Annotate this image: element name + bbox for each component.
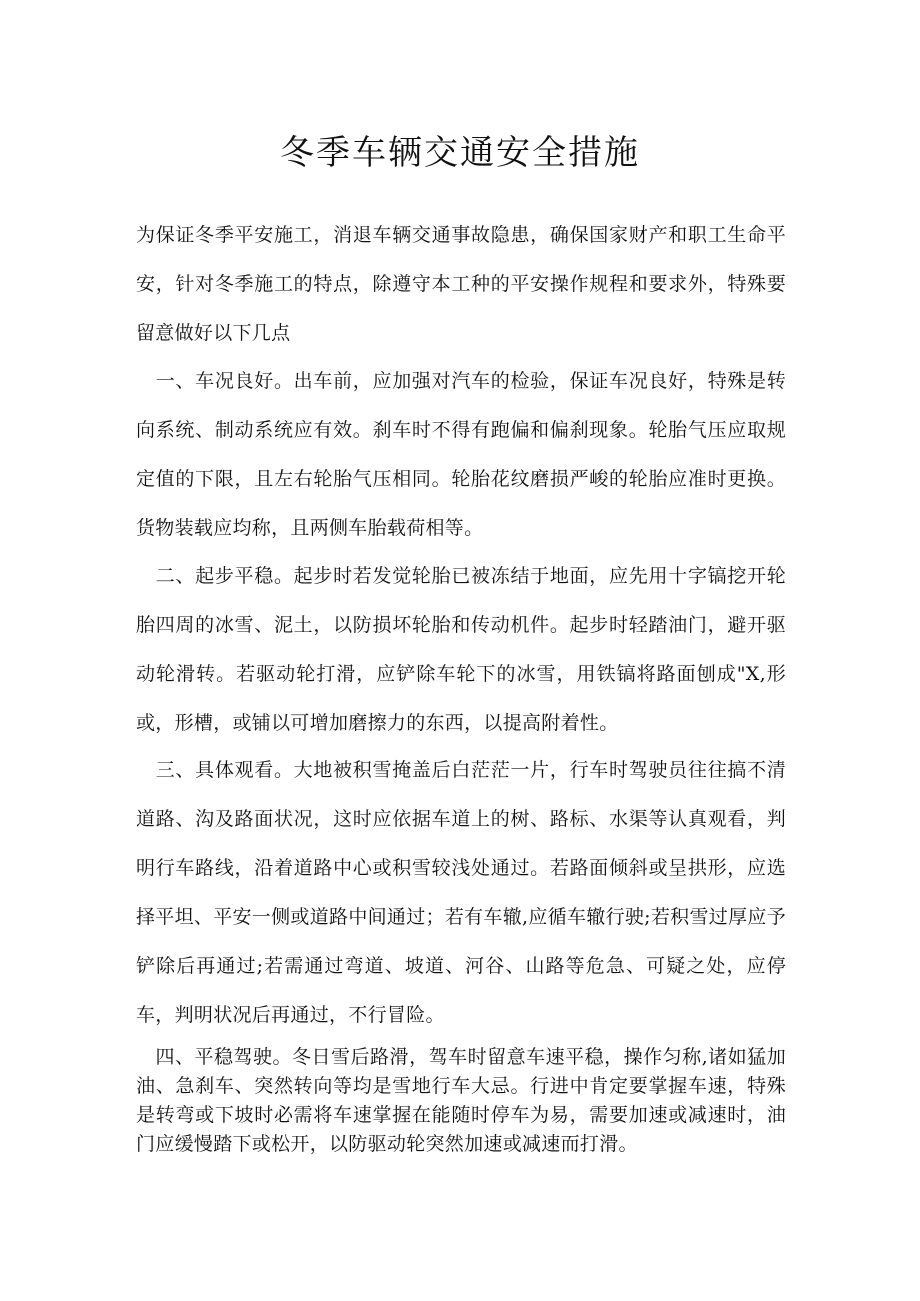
paragraph-steady-driving: 四、平稳驾驶。冬日雪后路滑，驾车时留意车速平稳，操作匀称,诸如猛加油、急刹车、突然转向等均是雪地行车大忌。行进中肯定要掌握车速，特殊是转弯或下坡时必需将车速掌握在能随时停车为易，需要加速或减速时，油门应缓慢踏下或松开，以防驱动轮突然加速或减速而打滑。 [136, 1046, 786, 1155]
document-title: 冬季车辆交通安全措施 [280, 133, 640, 173]
paragraph-smooth-start: 二、起步平稳。起步时若发觉轮胎已被冻结于地面，应先用十字镐挖开轮胎四周的冰雪、泥土，以防损坏轮胎和传动机件。起步时轻踏油门，避开驱动轮滑转。若驱动轮打滑，应铲除车轮下的冰雪，用铁镐将路面刨成"X,形或，形槽，或铺以可增加磨擦力的东西，以提高附着性。 [136, 565, 786, 734]
paragraph-careful-observation: 三、具体观看。大地被积雪掩盖后白茫茫一片，行车时驾驶员往往搞不清道路、沟及路面状况，这时应依据车道上的树、路标、水渠等认真观看，判明行车路线，沿着道路中心或积雪较浅处通过。若路面倾斜或呈拱形，应选择平坦、平安一侧或道路中间通过；若有车辙,应循车辙行驶;若积雪过厚应予铲除后再通过;若需通过弯道、坡道、河谷、山路等危急、可疑之处，应停车，判明状况后再通过，不行冒险。 [136, 759, 786, 1026]
paragraph-intro: 为保证冬季平安施工，消退车辆交通事故隐患，确保国家财产和职工生命平安，针对冬季施工的特点，除遵守本工种的平安操作规程和要求外，特殊要留意做好以下几点 [136, 224, 786, 344]
paragraph-vehicle-condition: 一、车况良好。出车前，应加强对汽车的检验，保证车况良好，特殊是转向系统、制动系统应有效。刹车时不得有跑偏和偏刹现象。轮胎气压应取规定值的下限，且左右轮胎气压相同。轮胎花纹磨损严峻的轮胎应准时更换。货物装载应均称，且两侧车胎载荷相等。 [136, 370, 786, 539]
